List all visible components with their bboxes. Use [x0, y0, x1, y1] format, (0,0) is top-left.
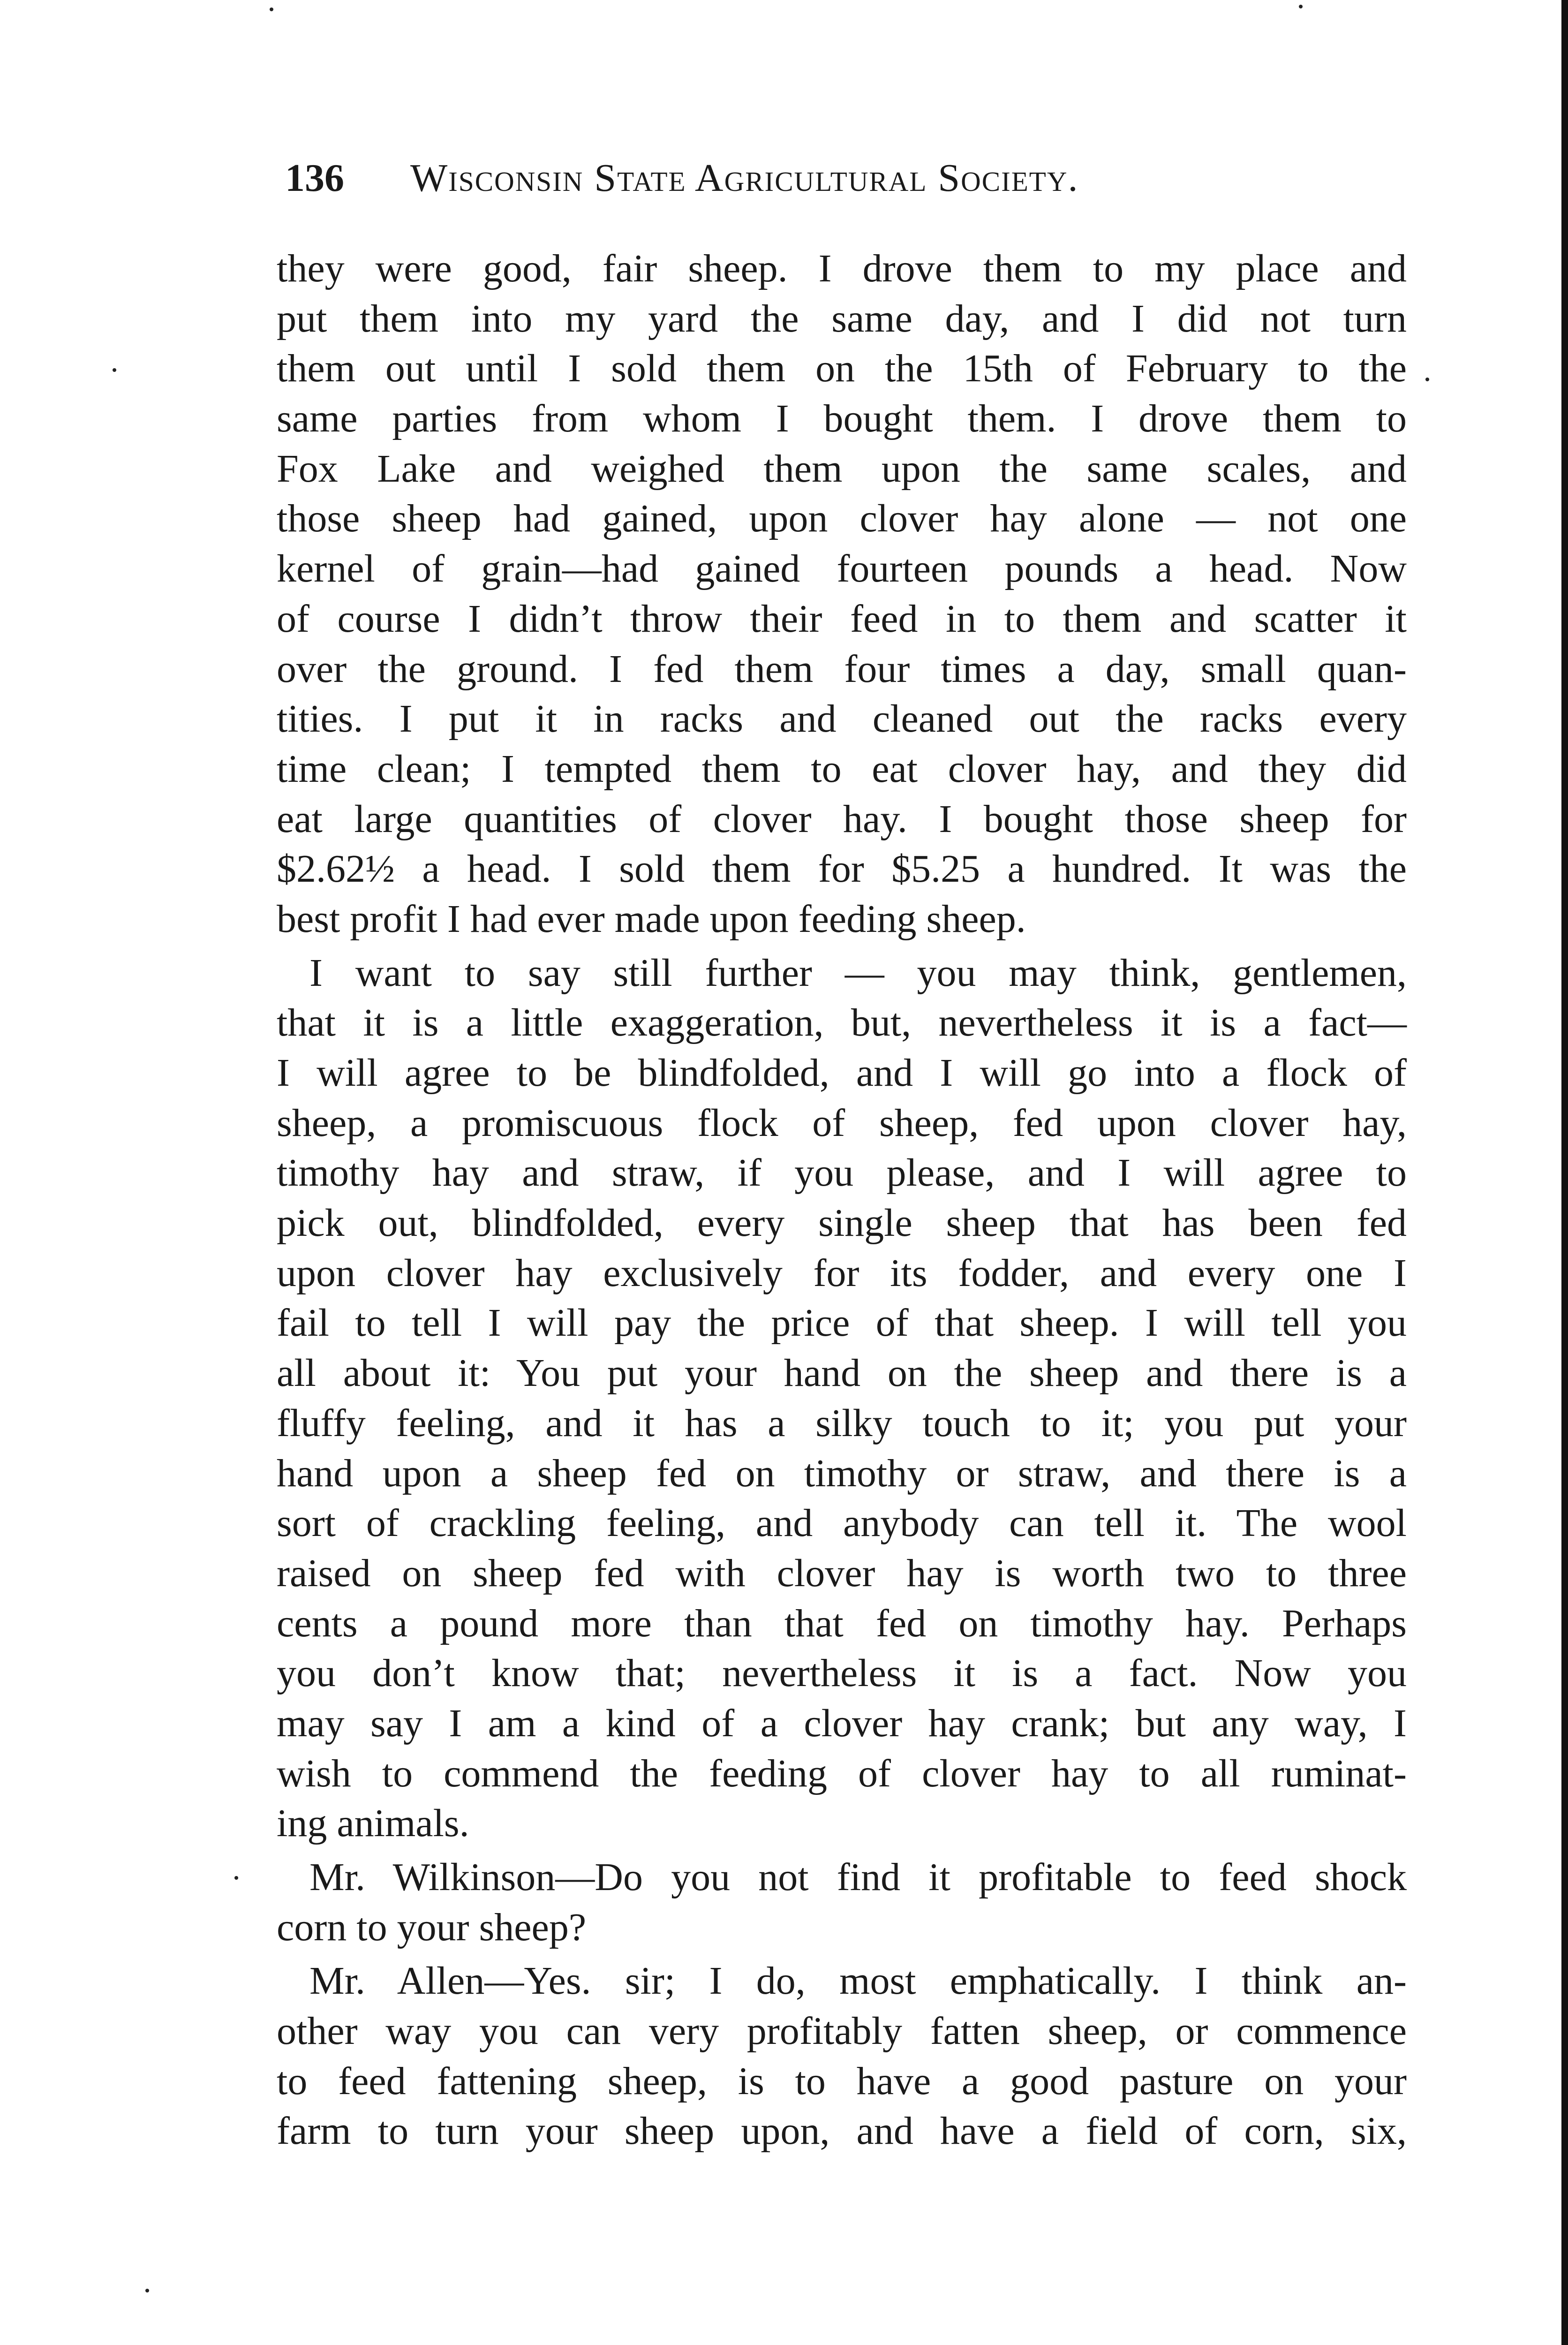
text-line: wish to commend the feeding of clover hay to all ruminat-: [277, 1751, 1407, 1795]
paragraph-blindfold: [277, 948, 1407, 1849]
paragraph-continuation: [277, 244, 1407, 945]
text-line: corn to your sheep?: [277, 1905, 587, 1949]
text-line: all about it: You put your hand on the sheep and there is a: [277, 1351, 1407, 1395]
scan-speck: [270, 8, 273, 11]
text-line: put them into my yard the same day, and I did not turn: [277, 296, 1407, 340]
text-line: same parties from whom I bought them. I drove them to: [277, 397, 1407, 441]
text-line: those sheep had gained, upon clover hay alone — not one: [277, 497, 1407, 541]
scan-speck: [113, 368, 116, 372]
page-number: 136: [285, 156, 344, 200]
scan-speck: [234, 1876, 238, 1880]
text-line: timothy hay and straw, if you please, and I will agree to: [277, 1151, 1407, 1195]
page-scan-edge-right: [1561, 0, 1568, 2345]
text-line: best profit I had ever made upon feeding sheep.: [277, 897, 1026, 941]
running-head: [285, 155, 1270, 202]
paragraph-wilkinson: [277, 1853, 1407, 1952]
paragraph-gap: [277, 1849, 1407, 1853]
text-line: sort of crackling feeling, and anybody can tell it. The wool: [277, 1501, 1407, 1545]
text-line: of course I didn’t throw their feed in to them and scatter it: [277, 597, 1407, 641]
running-head-title: Wisconsin State Agricultural Society.: [410, 156, 1079, 200]
text-line: eat large quantities of clover hay. I bought those sheep for: [277, 797, 1407, 841]
text-line: them out until I sold them on the 15th of February to the: [277, 347, 1407, 391]
text-line: $2.62½ a head. I sold them for $5.25 a hundred. It was the: [277, 847, 1407, 891]
body-text: [277, 244, 1407, 2156]
paragraph-gap: [277, 1952, 1407, 1956]
text-line: I will agree to be blindfolded, and I will go into a flock of: [277, 1051, 1407, 1095]
scan-speck: [1425, 378, 1429, 381]
text-line: sheep, a promiscuous flock of sheep, fed upon clover hay,: [277, 1101, 1407, 1145]
paragraph-allen: [277, 1956, 1407, 2156]
text-line: that it is a little exaggeration, but, nevertheless it is a fact—: [277, 1001, 1407, 1045]
text-line: cents a pound more than that fed on timothy hay. Perhaps: [277, 1601, 1407, 1645]
text-line: hand upon a sheep fed on timothy or straw, and there is a: [277, 1451, 1407, 1495]
text-line: pick out, blindfolded, every single sheep that has been fed: [277, 1201, 1407, 1245]
text-line: raised on sheep fed with clover hay is worth two to three: [277, 1551, 1407, 1595]
text-line: they were good, fair sheep. I drove them to my place and: [277, 247, 1407, 290]
text-line: over the ground. I fed them four times a day, small quan-: [277, 647, 1407, 691]
text-line: kernel of grain—had gained fourteen pounds a head. Now: [277, 547, 1407, 591]
text-line: fail to tell I will pay the price of that sheep. I will tell you: [277, 1301, 1407, 1345]
text-line: Mr. Wilkinson—Do you not find it profitable to feed shock: [309, 1855, 1407, 1899]
text-line: time clean; I tempted them to eat clover hay, and they did: [277, 747, 1407, 791]
text-line: you don’t know that; nevertheless it is a fact. Now you: [277, 1651, 1407, 1695]
text-line: upon clover hay exclusively for its fodder, and every one I: [277, 1251, 1407, 1295]
text-line: ing animals.: [277, 1801, 469, 1846]
text-line: to feed fattening sheep, is to have a good pasture on your: [277, 2059, 1407, 2103]
paragraph-gap: [277, 945, 1407, 948]
text-line: may say I am a kind of a clover hay crank; but any way, I: [277, 1701, 1407, 1745]
text-line: fluffy feeling, and it has a silky touch to it; you put your: [277, 1401, 1407, 1445]
text-line: Fox Lake and weighed them upon the same scales, and: [277, 446, 1407, 491]
text-line: tities. I put it in racks and cleaned out the racks every: [277, 697, 1407, 741]
text-line: I want to say still further — you may think, gentlemen,: [309, 951, 1407, 995]
scan-speck: [1299, 5, 1303, 8]
text-line: other way you can very profitably fatten sheep, or commence: [277, 2009, 1407, 2053]
text-line: farm to turn your sheep upon, and have a field of corn, six,: [277, 2109, 1407, 2153]
scan-speck: [145, 2289, 149, 2292]
text-line: Mr. Allen—Yes. sir; I do, most emphatically. I think an-: [309, 1959, 1407, 2003]
